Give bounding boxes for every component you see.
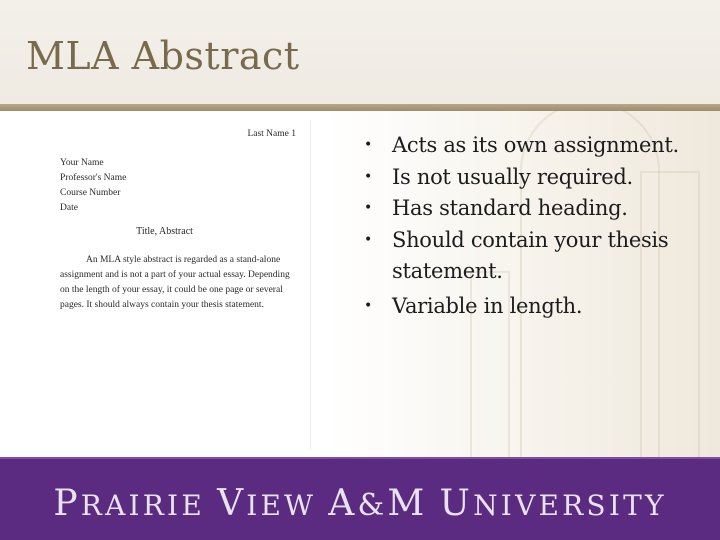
bullet-list bbox=[360, 130, 705, 322]
title-band bbox=[0, 0, 720, 104]
paper-heading-line: Course Number bbox=[60, 188, 121, 198]
bullet-item bbox=[360, 225, 705, 288]
slide-title: MLA Abstract bbox=[26, 34, 300, 78]
footer-divider bbox=[0, 457, 720, 459]
university-wordmark: PRAIRIE VIEW A&M UNIVERSITY bbox=[53, 483, 667, 524]
bullet-text: Is not usually required. bbox=[392, 164, 633, 189]
bullet-item bbox=[360, 291, 705, 323]
paper-running-header: Last Name 1 bbox=[247, 129, 296, 139]
sample-abstract-page bbox=[18, 120, 311, 450]
paper-heading bbox=[60, 156, 126, 216]
bullet-icon: • bbox=[364, 200, 372, 216]
bullet-icon: • bbox=[364, 168, 372, 185]
paper-title: Title, Abstract bbox=[136, 226, 193, 237]
paper-heading-line: Professor's Name bbox=[60, 173, 127, 183]
paper-heading-line: Date bbox=[60, 203, 78, 213]
footer-band bbox=[0, 457, 720, 540]
bullet-text: Acts as its own assignment. bbox=[392, 133, 679, 157]
paper-heading-line: Your Name bbox=[60, 158, 104, 168]
bullet-icon: • bbox=[364, 137, 372, 153]
bullet-icon: • bbox=[364, 231, 372, 248]
bullet-item bbox=[360, 162, 705, 194]
paper-body: An MLA style abstract is regarded as a stand-alone assignment and is not a part of your actual essay. Depending on the length of your essay, it could be one page or several pages. It should always contain your thesis statement. bbox=[60, 255, 290, 310]
bullet-item bbox=[360, 193, 705, 225]
bullet-text: Has standard heading. bbox=[392, 196, 628, 220]
bullet-icon: • bbox=[364, 297, 372, 314]
bullet-text: Should contain your thesis statement. bbox=[392, 227, 669, 283]
title-divider bbox=[0, 104, 720, 111]
bullet-item bbox=[360, 130, 705, 162]
bullet-text: Variable in length. bbox=[392, 293, 583, 318]
